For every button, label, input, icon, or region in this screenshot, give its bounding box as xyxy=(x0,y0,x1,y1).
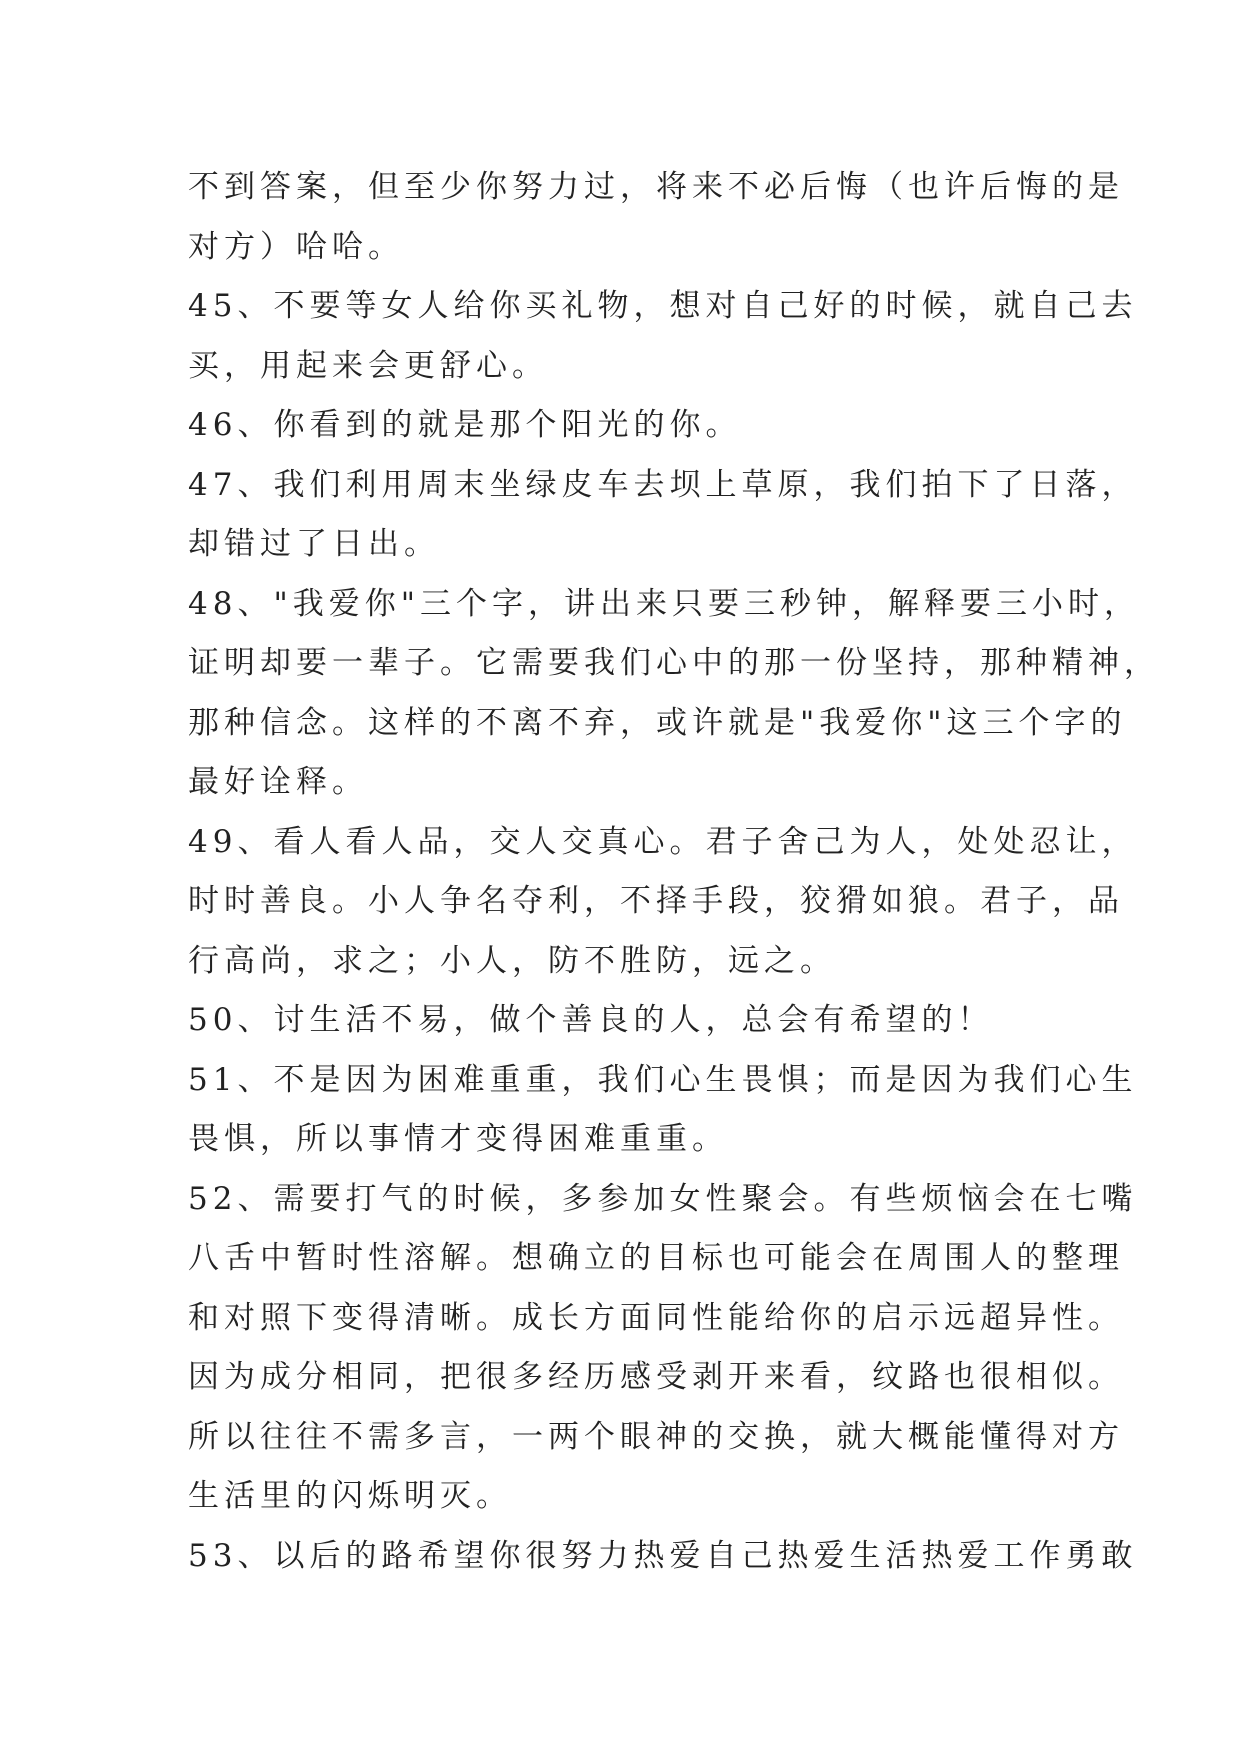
text-line: 时时善良。小人争名夺利，不择手段，狡猾如狼。君子，品 xyxy=(188,883,1124,919)
text-line: 53、以后的路希望你很努力热爱自己热爱生活热爱工作勇敢 xyxy=(188,1537,1138,1574)
text-line: 证明却要一辈子。它需要我们心中的那一份坚持，那种精神， xyxy=(188,645,1160,681)
text-line: 所以往往不需多言，一两个眼神的交换，就大概能懂得对方 xyxy=(188,1418,1124,1455)
text-line: 48、"我爱你"三个字，讲出来只要三秒钟，解释要三小时， xyxy=(188,585,1140,622)
text-line: 生活里的闪烁明灭。 xyxy=(188,1478,512,1514)
document-body xyxy=(188,158,1160,1586)
text-line: 和对照下变得清晰。成长方面同性能给你的启示远超异性。 xyxy=(188,1299,1124,1336)
text-line: 畏惧，所以事情才变得困难重重。 xyxy=(188,1121,728,1157)
text-line: 47、我们利用周末坐绿皮车去坝上草原，我们拍下了日落， xyxy=(188,466,1138,503)
text-line: 八舌中暂时性溶解。想确立的目标也可能会在周围人的整理 xyxy=(188,1240,1124,1276)
text-line: 52、需要打气的时候，多参加女性聚会。有些烦恼会在七嘴 xyxy=(188,1180,1138,1217)
text-line: 对方）哈哈。 xyxy=(188,228,404,265)
text-line: 却错过了日出。 xyxy=(188,526,440,562)
text-line: 最好诠释。 xyxy=(188,764,368,800)
text-line: 买，用起来会更舒心。 xyxy=(188,347,548,384)
text-line: 49、看人看人品，交人交真心。君子舍己为人，处处忍让， xyxy=(188,823,1138,860)
text-line: 50、讨生活不易，做个善良的人，总会有希望的！ xyxy=(188,1002,994,1038)
text-line: 45、不要等女人给你买礼物，想对自己好的时候，就自己去 xyxy=(188,288,1138,324)
text-line: 因为成分相同，把很多经历感受剥开来看，纹路也很相似。 xyxy=(188,1359,1124,1395)
text-line: 46、你看到的就是那个阳光的你。 xyxy=(188,407,742,443)
text-line: 行高尚，求之；小人，防不胜防，远之。 xyxy=(188,942,836,979)
text-line: 不到答案，但至少你努力过，将来不必后悔（也许后悔的是 xyxy=(188,169,1124,205)
text-line: 那种信念。这样的不离不弃，或许就是"我爱你"这三个字的 xyxy=(188,704,1127,741)
text-line: 51、不是因为困难重重，我们心生畏惧；而是因为我们心生 xyxy=(188,1061,1138,1098)
